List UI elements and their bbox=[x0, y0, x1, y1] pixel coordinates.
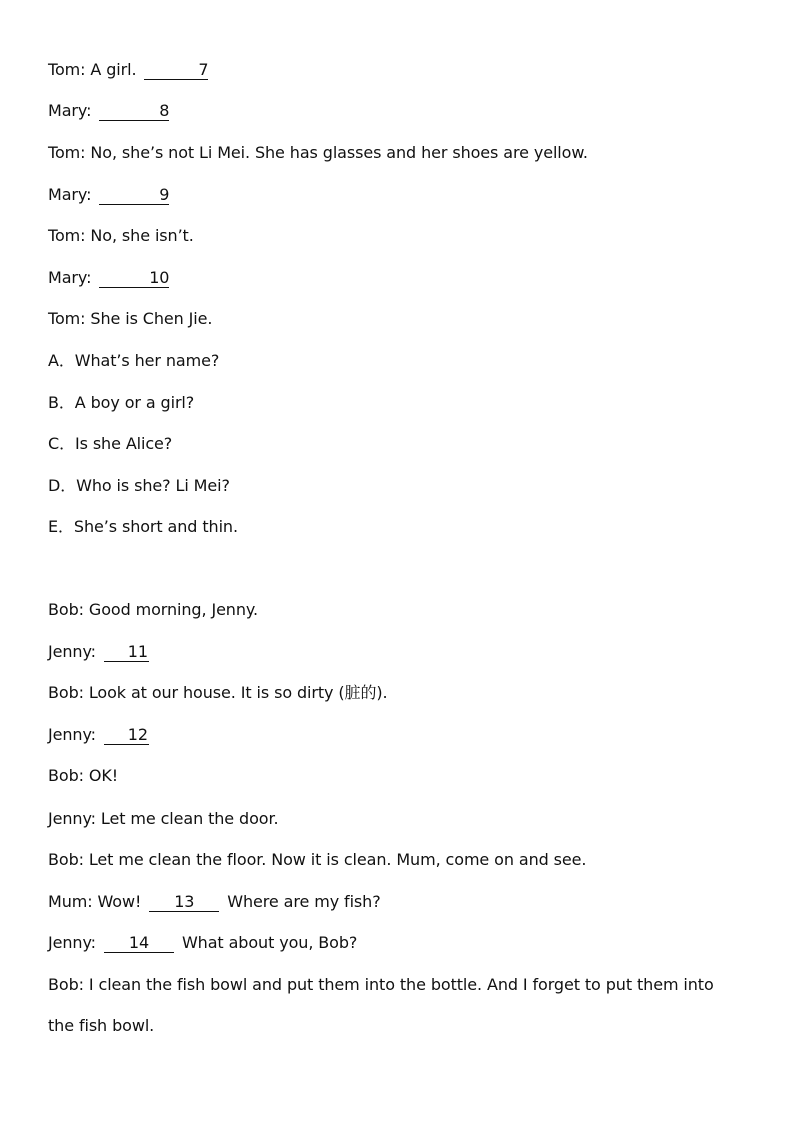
dialogue-line bbox=[48, 725, 149, 745]
answer-blank-8: 8 bbox=[99, 103, 169, 121]
dialogue-line bbox=[48, 309, 212, 329]
dialogue-line bbox=[48, 809, 278, 829]
speaker-text-continued: Where are my fish? bbox=[227, 892, 381, 911]
dialogue-line bbox=[48, 1016, 154, 1036]
dialogue-line bbox=[48, 642, 149, 662]
answer-blank-9: 9 bbox=[99, 187, 169, 205]
option-d: D．Who is she? Li Mei? bbox=[48, 476, 230, 495]
speaker-text: Jenny: bbox=[48, 725, 96, 744]
speaker-text: Tom: A girl. bbox=[48, 60, 137, 79]
option-b: B．A boy or a girl? bbox=[48, 393, 195, 412]
speaker-text: Tom: No, she’s not Li Mei. She has glasses and her shoes are yellow. bbox=[48, 143, 588, 162]
speaker-text: Tom: She is Chen Jie. bbox=[48, 309, 213, 328]
dialogue-line bbox=[48, 101, 169, 121]
answer-blank-14: 14 bbox=[104, 935, 174, 953]
answer-blank-7: 7 bbox=[144, 62, 208, 80]
dialogue-line bbox=[48, 143, 588, 163]
dialogue-line bbox=[48, 892, 381, 912]
option-c: C．Is she Alice? bbox=[48, 434, 173, 453]
answer-blank-10: 10 bbox=[99, 270, 169, 288]
dialogue-line bbox=[48, 60, 208, 80]
dialogue-line bbox=[48, 850, 586, 870]
speaker-text: Tom: No, she isn’t. bbox=[48, 226, 194, 245]
speaker-text: Jenny: bbox=[48, 642, 96, 661]
dialogue-line bbox=[48, 185, 169, 205]
speaker-text: Bob: OK! bbox=[48, 766, 119, 785]
speaker-text: Jenny: Let me clean the door. bbox=[48, 809, 279, 828]
speaker-text: Mary: bbox=[48, 268, 92, 287]
answer-blank-12: 12 bbox=[104, 727, 149, 745]
dialogue-line bbox=[48, 683, 387, 703]
dialogue-line bbox=[48, 268, 169, 288]
option-e: E．She’s short and thin. bbox=[48, 517, 238, 536]
dialogue-line bbox=[48, 933, 357, 953]
speaker-text: Bob: I clean the fish bowl and put them into the bottle. And I forget to put them into bbox=[48, 975, 714, 994]
speaker-text: the fish bowl. bbox=[48, 1016, 155, 1035]
speaker-text: Bob: Good morning, Jenny. bbox=[48, 600, 258, 619]
speaker-text: Mum: Wow! bbox=[48, 892, 142, 911]
speaker-text: Bob: Look at our house. It is so dirty (脏的). bbox=[48, 683, 388, 702]
dialogue-line bbox=[48, 766, 118, 786]
dialogue-line bbox=[48, 975, 714, 995]
speaker-text: Jenny: bbox=[48, 933, 96, 952]
speaker-text: Mary: bbox=[48, 101, 92, 120]
option-a: A．What’s her name? bbox=[48, 351, 220, 370]
dialogue-line bbox=[48, 600, 258, 620]
answer-blank-11: 11 bbox=[104, 644, 149, 662]
dialogue-line bbox=[48, 226, 194, 246]
speaker-text: Bob: Let me clean the floor. Now it is clean. Mum, come on and see. bbox=[48, 850, 587, 869]
speaker-text: Mary: bbox=[48, 185, 92, 204]
speaker-text-continued: What about you, Bob? bbox=[181, 933, 358, 952]
answer-blank-13: 13 bbox=[149, 894, 219, 912]
